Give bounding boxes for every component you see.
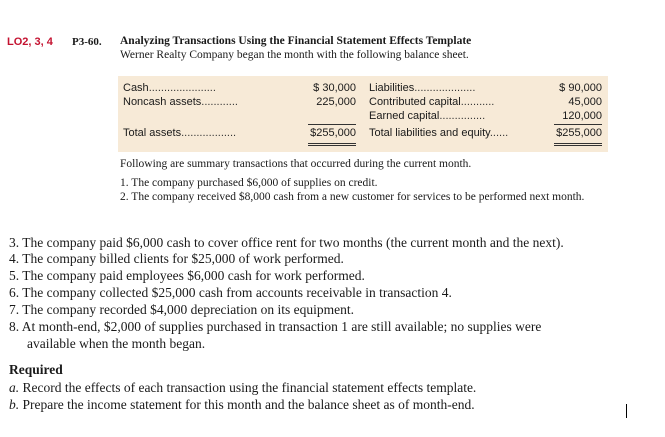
asset-noncash-value: 225,000 [316, 96, 356, 108]
transaction-number: 3. [9, 235, 20, 250]
learning-objectives: LO2, 3, 4 [7, 36, 53, 48]
transaction-text: The company paid employees $6,000 cash for work performed. [22, 268, 365, 283]
leader-dots: .................. [181, 127, 237, 139]
double-rule-bottom [554, 145, 602, 146]
transaction-number: 8. [9, 319, 20, 334]
transaction-text: The company paid $6,000 cash to cover office rent for two months (the current month and the next). [22, 235, 564, 250]
required-letter: b. [9, 397, 20, 412]
required-heading: Required [9, 362, 63, 377]
transaction-continuation: available when the month began. [27, 336, 206, 351]
earned-capital-row [369, 110, 485, 122]
liability-label: Liabilities [369, 82, 415, 94]
asset-cash-row [123, 82, 216, 94]
asset-cash-value: $ 30,000 [313, 82, 356, 94]
total-liabilities-equity-value: $255,000 [556, 127, 602, 139]
transaction-item [9, 285, 452, 301]
leader-dots: .................... [414, 82, 476, 94]
liabilities-value: $ 90,000 [559, 82, 602, 94]
transaction-item [120, 177, 378, 189]
leader-dots: ...... [489, 127, 509, 139]
transaction-item [9, 268, 365, 284]
leader-dots: ............ [201, 96, 238, 108]
subtotal-rule [308, 124, 356, 125]
required-item [9, 380, 476, 396]
subtotal-rule [554, 124, 602, 125]
equity-label: Contributed capital [369, 96, 461, 108]
transaction-item [9, 319, 541, 335]
transaction-text: The company recorded $4,000 depreciation on its equipment. [22, 302, 355, 317]
leader-dots: ............... [439, 110, 486, 122]
problem-intro: Werner Realty Company began the month with the following balance sheet. [120, 49, 469, 61]
double-rule-top [554, 143, 602, 144]
leader-dots: ...................... [148, 82, 216, 94]
transaction-number: 6. [9, 285, 20, 300]
transaction-item [9, 251, 344, 267]
contributed-capital-value: 45,000 [568, 96, 602, 108]
transaction-text: The company collected $25,000 cash from accounts receivable in transaction 4. [22, 285, 452, 300]
total-assets-row [123, 127, 236, 139]
transaction-item [9, 235, 564, 251]
problem-number: P3-60. [72, 36, 102, 48]
transaction-number: 5. [9, 268, 20, 283]
required-text: Prepare the income statement for this month and the balance sheet as of month-end. [22, 397, 475, 412]
transaction-number: 2. [120, 191, 129, 203]
transaction-number: 7. [9, 302, 20, 317]
transaction-number: 1. [120, 177, 129, 189]
required-text: Record the effects of each transaction using the financial statement effects template. [22, 380, 477, 395]
total-assets-value: $255,000 [310, 127, 356, 139]
liabilities-row [369, 82, 475, 94]
required-letter: a. [9, 380, 20, 395]
transaction-number: 4. [9, 251, 20, 266]
transaction-text: At month-end, $2,000 of supplies purchased in transaction 1 are still available; no supplies were [21, 319, 542, 334]
asset-label: Noncash assets [123, 96, 202, 108]
contributed-capital-row [369, 96, 494, 108]
required-item [9, 397, 475, 413]
double-rule-bottom [308, 145, 356, 146]
total-assets-label: Total assets [123, 127, 182, 139]
transaction-text: The company purchased $6,000 of supplies on credit. [131, 177, 378, 189]
total-le-label: Total liabilities and equity [369, 127, 490, 139]
transaction-item [9, 302, 354, 318]
asset-label: Cash [123, 82, 149, 94]
text-cursor [626, 404, 627, 418]
following-text: Following are summary transactions that occurred during the current month. [120, 158, 472, 170]
leader-dots: ........... [460, 96, 495, 108]
transaction-item [120, 191, 584, 203]
balance-sheet-table [118, 76, 608, 152]
double-rule-top [308, 143, 356, 144]
total-liabilities-equity-row [369, 127, 508, 139]
equity-label: Earned capital [369, 110, 440, 122]
asset-noncash-row [123, 96, 238, 108]
earned-capital-value: 120,000 [562, 110, 602, 122]
transaction-text: The company billed clients for $25,000 of work performed. [22, 251, 344, 266]
transaction-text: The company received $8,000 cash from a new customer for services to be performed next month. [131, 191, 585, 203]
problem-title: Analyzing Transactions Using the Financial Statement Effects Template [120, 35, 472, 47]
